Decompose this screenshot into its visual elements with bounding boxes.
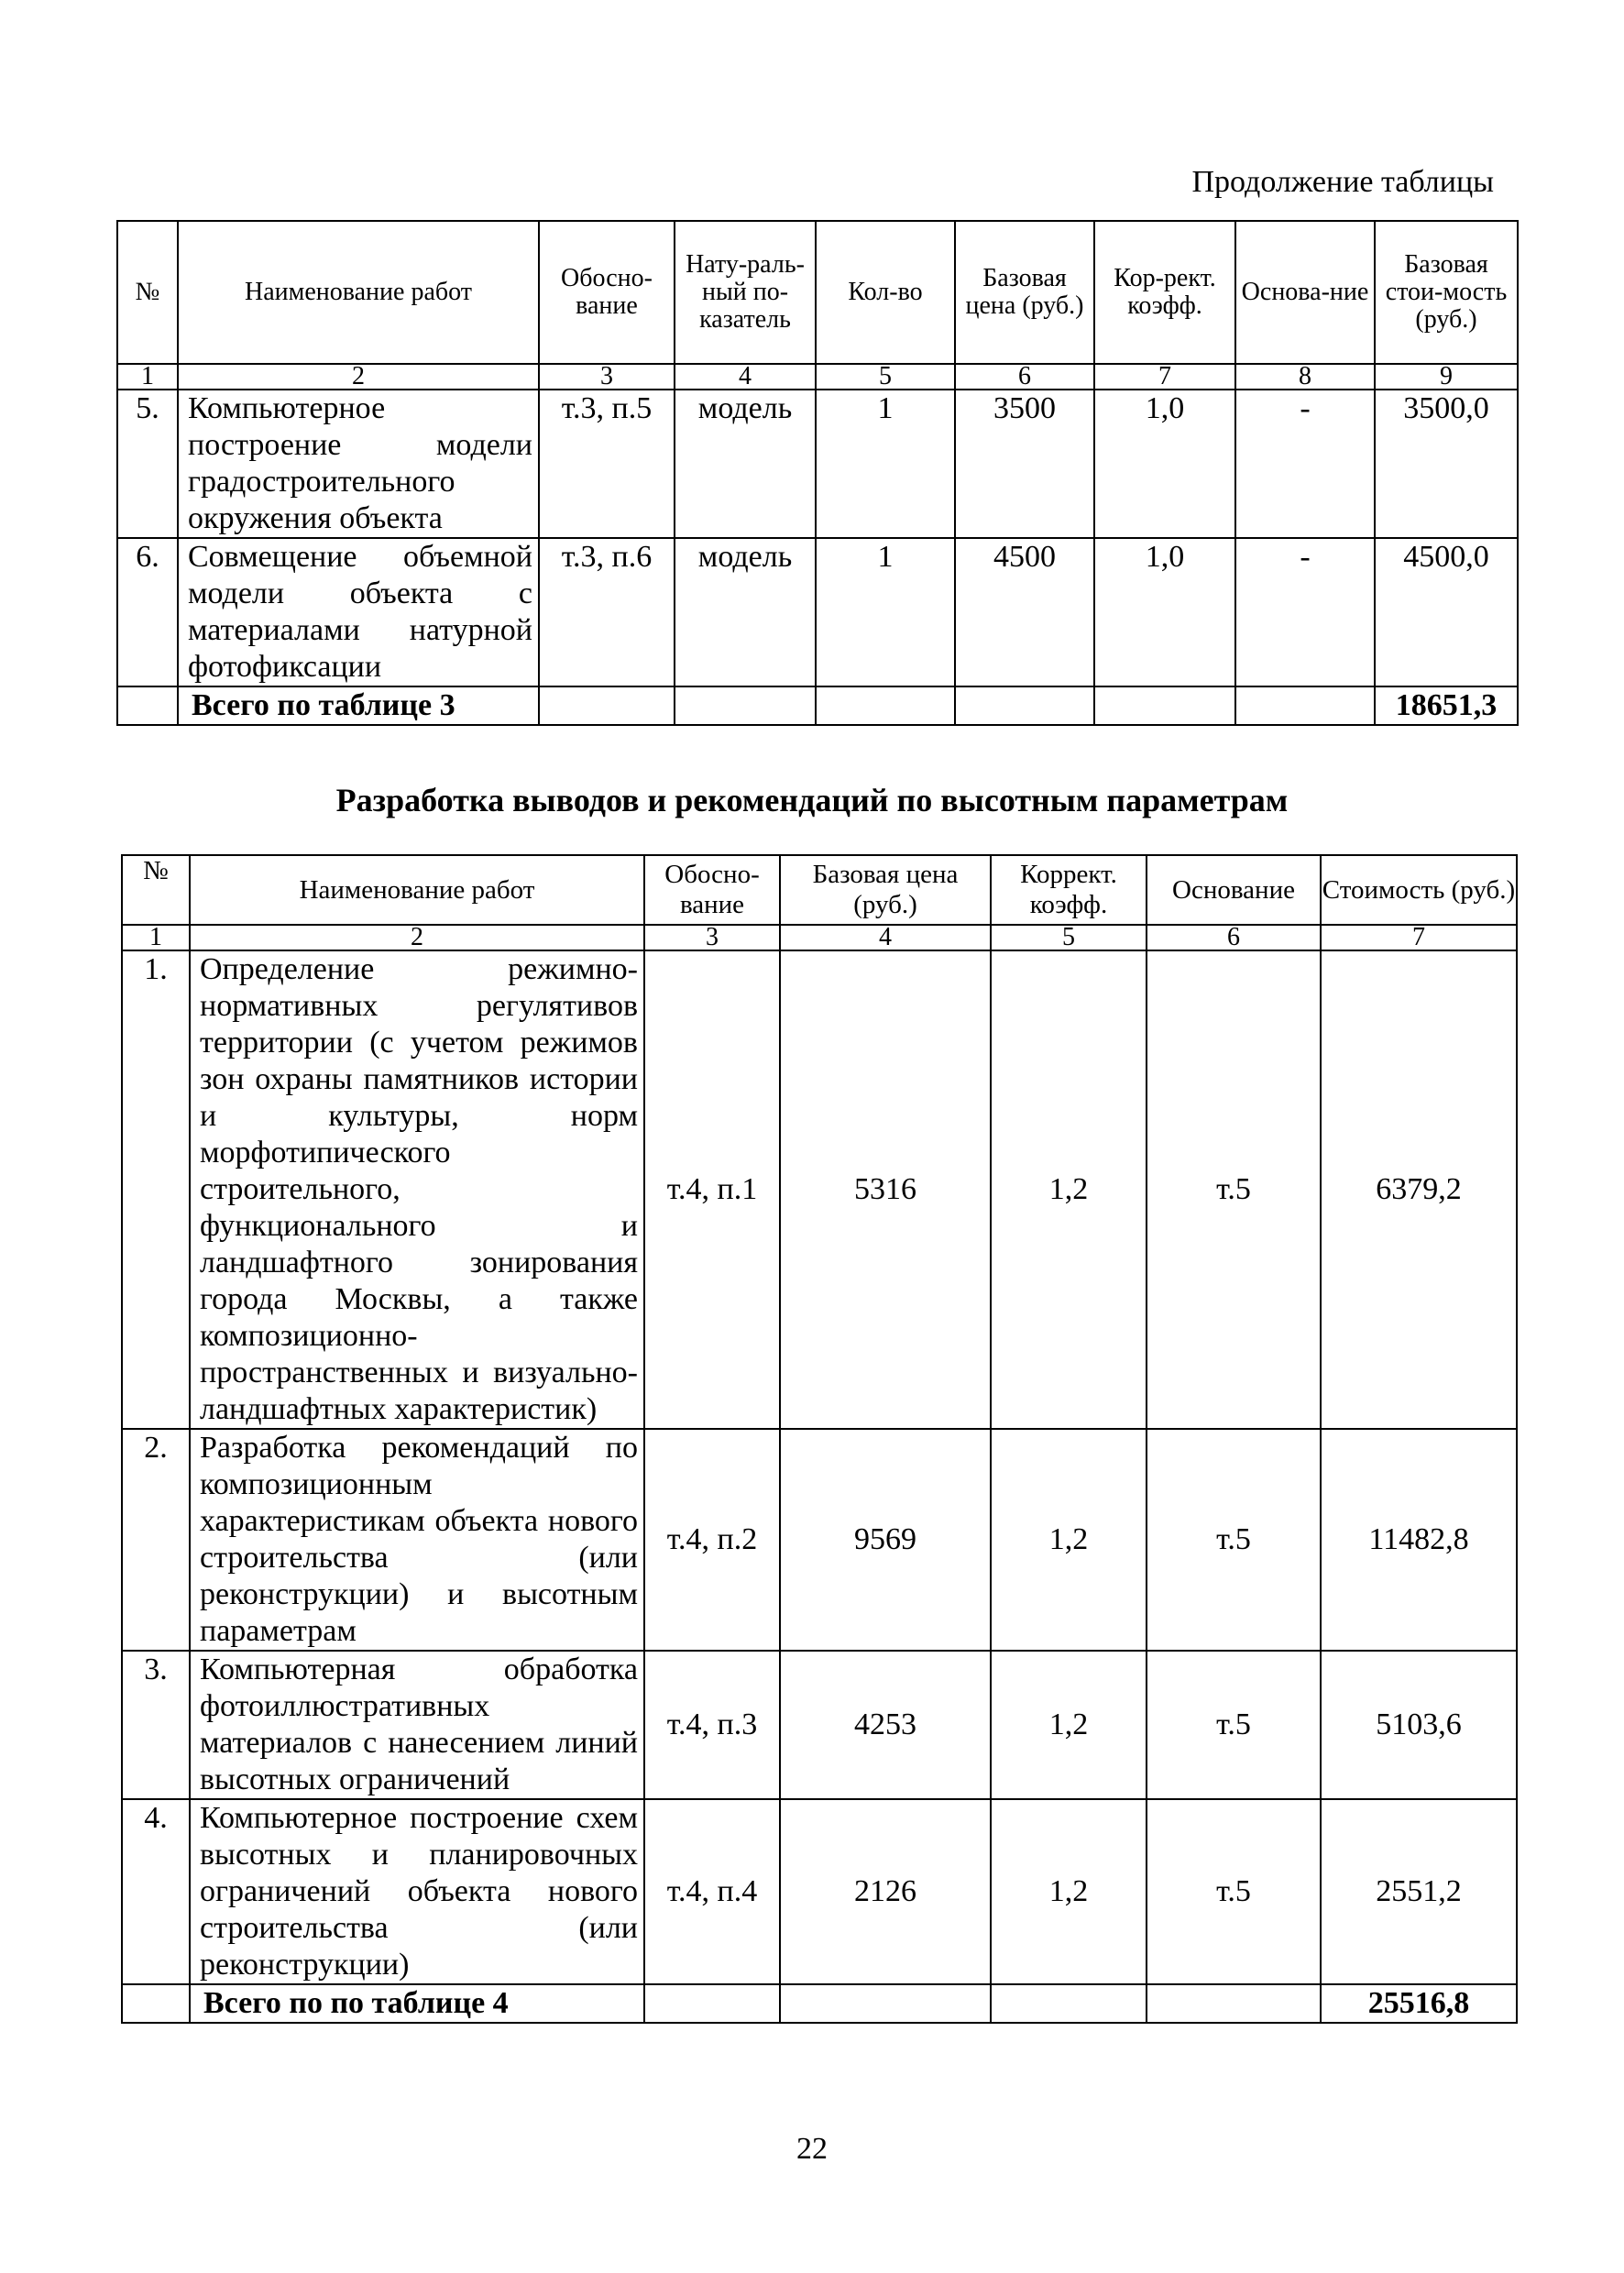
empty-cell: [675, 686, 816, 725]
t3-colnum: 4: [675, 364, 816, 390]
t3-header-cost: Базовая стои-мость (руб.): [1375, 221, 1518, 364]
table-row: [117, 538, 1518, 686]
t4-colnum: 6: [1147, 925, 1321, 950]
t4-colnum: 7: [1321, 925, 1517, 950]
coefficient: 1,2: [991, 1799, 1147, 1984]
basis: т.4, п.2: [644, 1429, 780, 1651]
t3-header-name: Наименование работ: [178, 221, 539, 364]
empty-cell: [644, 1984, 780, 2023]
coefficient: 1,2: [991, 950, 1147, 1429]
t4-header-price: Базовая цена (руб.): [780, 855, 991, 925]
t4-colnum: 3: [644, 925, 780, 950]
t3-header-coef: Кор-рект. коэфф.: [1094, 221, 1235, 364]
table-4: [121, 854, 1518, 2024]
cost: 11482,8: [1321, 1429, 1517, 1651]
table-4-column-numbers: [122, 925, 1517, 950]
table-3-header-row: [117, 221, 1518, 364]
quantity: 1: [816, 538, 955, 686]
row-number: 6.: [117, 538, 178, 686]
table-row: [122, 1799, 1517, 1984]
t4-header-name: Наименование работ: [190, 855, 644, 925]
t3-colnum: 7: [1094, 364, 1235, 390]
empty-cell: [991, 1984, 1147, 2023]
basis: т.3, п.5: [539, 390, 675, 538]
table-4-header-row: [122, 855, 1517, 925]
row-number: 2.: [122, 1429, 190, 1651]
basis: т.4, п.3: [644, 1651, 780, 1799]
table-row: [122, 1651, 1517, 1799]
base-price: 2126: [780, 1799, 991, 1984]
work-name: Компьютерное построение схем высотных и планировочных ограничений объекта нового строительства (или реконструкции): [190, 1799, 644, 1984]
table-row: [117, 390, 1518, 538]
empty-cell: [955, 686, 1094, 725]
reason: т.5: [1147, 950, 1321, 1429]
t4-header-coef: Коррект. коэфф.: [991, 855, 1147, 925]
work-name: Совмещение объемной модели объекта с материалами натурной фотофиксации: [178, 538, 539, 686]
t3-colnum: 5: [816, 364, 955, 390]
table-row: [122, 1429, 1517, 1651]
empty-cell: [816, 686, 955, 725]
base-price: 4253: [780, 1651, 991, 1799]
empty-cell: [539, 686, 675, 725]
table-total-row: [122, 1984, 1517, 2023]
empty-cell: [122, 1984, 190, 2023]
t3-colnum: 6: [955, 364, 1094, 390]
table-total-row: [117, 686, 1518, 725]
t3-header-reason: Основа-ние: [1235, 221, 1375, 364]
coefficient: 1,2: [991, 1429, 1147, 1651]
base-cost: 3500,0: [1375, 390, 1518, 538]
empty-cell: [1235, 686, 1375, 725]
t3-header-indicator: Нату-раль-ный по-казатель: [675, 221, 816, 364]
cost: 5103,6: [1321, 1651, 1517, 1799]
t4-header-basis: Обосно-вание: [644, 855, 780, 925]
indicator: модель: [675, 538, 816, 686]
section-title: Разработка выводов и рекомендаций по высотным параметрам: [335, 782, 1289, 818]
t4-colnum: 4: [780, 925, 991, 950]
total-label: Всего по таблице 3: [178, 686, 539, 725]
basis: т.4, п.1: [644, 950, 780, 1429]
base-price: 4500: [955, 538, 1094, 686]
coefficient: 1,0: [1094, 390, 1235, 538]
reason: т.5: [1147, 1651, 1321, 1799]
reason: -: [1235, 390, 1375, 538]
page-number: 22: [796, 2132, 828, 2166]
cost: 2551,2: [1321, 1799, 1517, 1984]
t4-colnum: 1: [122, 925, 190, 950]
reason: т.5: [1147, 1799, 1321, 1984]
t3-colnum: 2: [178, 364, 539, 390]
t4-header-reason: Основание: [1147, 855, 1321, 925]
t3-header-basis: Обосно-вание: [539, 221, 675, 364]
reason: -: [1235, 538, 1375, 686]
t3-header-price: Базовая цена (руб.): [955, 221, 1094, 364]
work-name: Определение режимно-нормативных регулятивов территории (с учетом режимов зон охраны памятников истории и культуры, норм морфотипического строительного, функционального и ландшафтного зонирования города Москвы, а также композиционно-пространственных и визуально-ландшафтных характеристик): [190, 950, 644, 1429]
empty-cell: [1147, 1984, 1321, 2023]
row-number: 4.: [122, 1799, 190, 1984]
work-name: Компьютерное построение модели градостроительного окружения объекта: [178, 390, 539, 538]
total-label: Всего по по таблице 4: [190, 1984, 644, 2023]
t4-header-no: №: [122, 855, 190, 925]
t3-header-no: №: [117, 221, 178, 364]
coefficient: 1,0: [1094, 538, 1235, 686]
empty-cell: [1094, 686, 1235, 725]
base-price: 3500: [955, 390, 1094, 538]
work-name: Разработка рекомендаций по композиционным характеристикам объекта нового строительства (или реконструкции) и высотным параметрам: [190, 1429, 644, 1651]
base-price: 9569: [780, 1429, 991, 1651]
basis: т.4, п.4: [644, 1799, 780, 1984]
coefficient: 1,2: [991, 1651, 1147, 1799]
indicator: модель: [675, 390, 816, 538]
table-3: [116, 220, 1519, 726]
t3-colnum: 3: [539, 364, 675, 390]
reason: т.5: [1147, 1429, 1321, 1651]
t3-colnum: 9: [1375, 364, 1518, 390]
basis: т.3, п.6: [539, 538, 675, 686]
cost: 6379,2: [1321, 950, 1517, 1429]
row-number: 5.: [117, 390, 178, 538]
base-cost: 4500,0: [1375, 538, 1518, 686]
base-price: 5316: [780, 950, 991, 1429]
t4-colnum: 5: [991, 925, 1147, 950]
quantity: 1: [816, 390, 955, 538]
total-value: 18651,3: [1375, 686, 1518, 725]
row-number: 3.: [122, 1651, 190, 1799]
t3-header-qty: Кол-во: [816, 221, 955, 364]
t3-colnum: 1: [117, 364, 178, 390]
t4-colnum: 2: [190, 925, 644, 950]
continuation-label: Продолжение таблицы: [1191, 165, 1494, 199]
table-3-column-numbers: [117, 364, 1518, 390]
work-name: Компьютерная обработка фотоиллюстративных материалов с нанесением линий высотных ограничений: [190, 1651, 644, 1799]
empty-cell: [780, 1984, 991, 2023]
t3-colnum: 8: [1235, 364, 1375, 390]
row-number: 1.: [122, 950, 190, 1429]
t4-header-cost: Стоимость (руб.): [1321, 855, 1517, 925]
table-row: [122, 950, 1517, 1429]
empty-cell: [117, 686, 178, 725]
total-value: 25516,8: [1321, 1984, 1517, 2023]
